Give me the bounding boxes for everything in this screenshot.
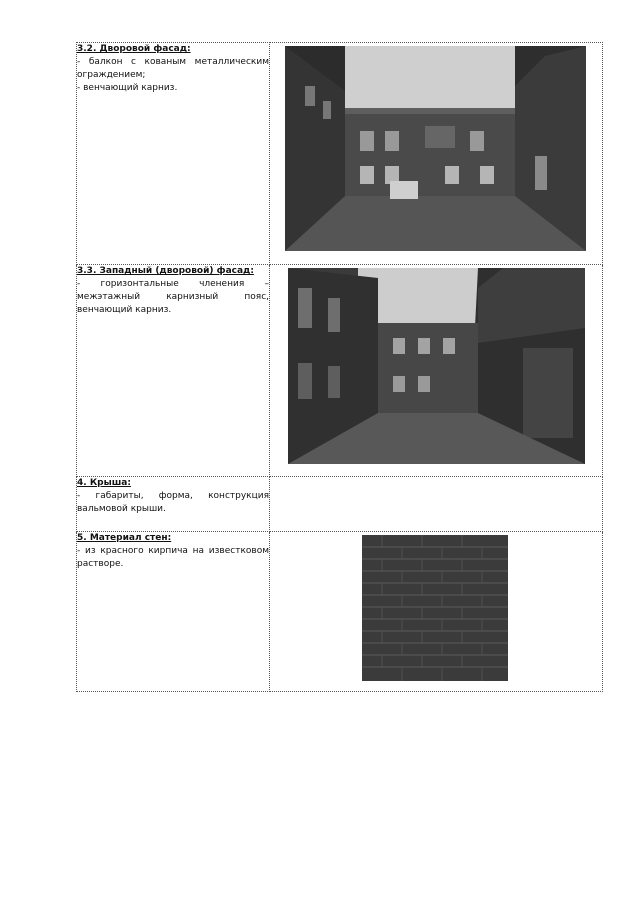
description-cell: [77, 265, 270, 477]
heritage-elements-table: [76, 42, 603, 692]
courtyard-facade-photo: [285, 46, 586, 251]
description-line: - балкон с кованым металлическим ограждением;: [77, 57, 269, 80]
section-title: 3.2. Дворовой фасад:: [77, 44, 191, 54]
description-cell: [77, 43, 270, 265]
photo-cell: [270, 43, 603, 265]
table-row: [77, 477, 603, 532]
photo-cell-empty: [270, 477, 603, 532]
description-line: - венчающий карниз.: [77, 83, 178, 93]
table-row: [77, 532, 603, 692]
description-line: - габариты, форма, конструкция вальмовой крыши.: [77, 491, 269, 514]
section-title: 4. Крыша:: [77, 478, 131, 488]
section-title: 3.3. Западный (дворовой) фасад:: [77, 266, 254, 276]
photo-cell: [270, 532, 603, 692]
section-title: 5. Материал стен:: [77, 533, 172, 543]
photo-cell: [270, 265, 603, 477]
description-cell: [77, 532, 270, 692]
description-cell: [77, 477, 270, 532]
table-row: [77, 265, 603, 477]
west-courtyard-facade-photo: [288, 268, 585, 464]
table-row: [77, 43, 603, 265]
description-line: - горизонтальные членения – межэтажный карнизный пояс, венчающий карниз.: [77, 279, 269, 315]
description-line: - из красного кирпича на известковом растворе.: [77, 546, 269, 569]
brick-wall-photo: [362, 535, 508, 681]
